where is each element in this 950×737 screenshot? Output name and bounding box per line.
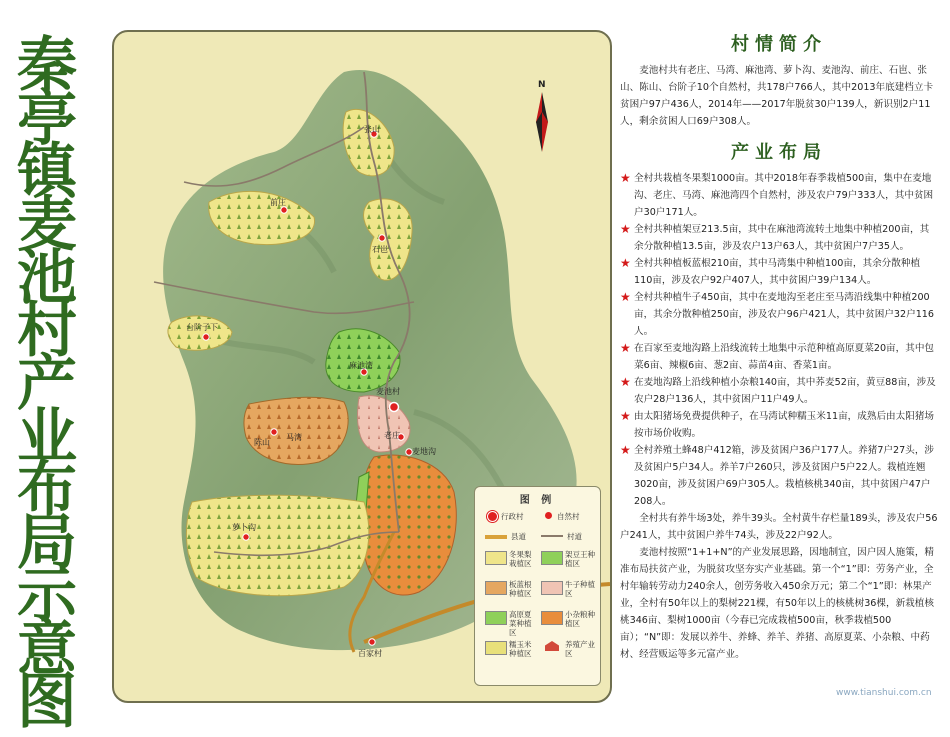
label-luobugou: 萝卜沟	[232, 523, 256, 532]
legend-admin-village: 行政村	[501, 512, 524, 521]
title-char: 布	[17, 455, 77, 525]
star-icon: ★	[620, 256, 631, 270]
legend-title: 图 例	[519, 495, 556, 506]
industry-item-text: 在麦地沟路上沿线种植小杂粮140亩，其中荞麦52亩，黄豆88亩，涉及农户28户136人，其中贫困户11户49人。	[634, 377, 936, 405]
county-road-icon	[485, 535, 507, 539]
industry-item	[620, 442, 938, 510]
banlangen-swatch	[485, 581, 507, 595]
industry-item	[620, 170, 938, 221]
label-maidigou: 麦地沟	[412, 447, 436, 456]
label-maichicun: 麦池村	[376, 387, 400, 396]
title-char: 池	[17, 243, 77, 313]
title-char: 图	[17, 667, 77, 737]
jiadou-swatch	[541, 551, 563, 565]
industry-item	[620, 374, 938, 408]
title-char: 村	[17, 296, 77, 366]
industry-item-text: 全村共种植架豆213.5亩，其中在麻池湾流转土地集中种植200亩，其余分散种植13.5亩，涉及农户13户63人，其中贫困户7户35人。	[634, 224, 930, 252]
label-chenshan: 陈山	[254, 438, 270, 447]
compass-label: N	[538, 80, 546, 90]
title-char: 局	[17, 508, 77, 578]
compass-icon	[536, 92, 548, 152]
pear-zone-swatch	[485, 551, 507, 565]
industry-list	[620, 170, 938, 510]
title-char: 麦	[17, 190, 77, 260]
legend-xiaozaliang: 小杂粮种植区	[565, 610, 595, 628]
industry-item-text: 全村共种植牛子450亩，其中在麦地沟至老庄至马湾沿线集中种植200亩，其余分散种植250亩，涉及农户96户421人，其中贫困户32户116人。	[634, 292, 935, 337]
industry-item-text: 由太阳猪场免费提供种子，在马湾试种糯玉米11亩，成熟后由太阳猪场按市场价收购。	[634, 411, 935, 439]
niuzi-swatch	[541, 581, 563, 595]
label-shiba: 石岜	[372, 245, 388, 254]
map-legend	[474, 486, 601, 686]
legend-natural-village: 自然村	[557, 512, 580, 521]
industry-item-text: 在百家至麦地沟路上沿线流转土地集中示范种植高原夏菜20亩，其中包菜6亩、辣椒6亩、葱2亩、蒜苗4亩、香菜1亩。	[634, 343, 935, 371]
farm-house-icon	[545, 641, 559, 651]
title-char: 示	[17, 561, 77, 631]
title-char: 镇	[17, 137, 77, 207]
industry-item	[620, 408, 938, 442]
natural-village-icon	[545, 512, 552, 519]
industry-item	[620, 221, 938, 255]
label-qianzhuang: 前庄	[270, 198, 286, 207]
star-icon: ★	[620, 409, 631, 423]
intro-text: 麦池村共有老庄、马湾、麻池湾、萝卜沟、麦池沟、前庄、石岜、张山、陈山、台阶子10个自然村，共178户766人，其中2013年底建档立卡贫困户97户436人，2014年——2017年脱贫30户139人，新识别2户11人，剩余贫困人口69户308人。	[620, 65, 934, 127]
gaoyuan-swatch	[485, 611, 507, 625]
star-icon: ★	[620, 341, 631, 355]
star-icon: ★	[620, 375, 631, 389]
info-panel	[620, 28, 938, 663]
page-title	[6, 31, 88, 737]
legend-banlangen: 板蓝根种植区	[509, 580, 532, 598]
industry-item	[620, 255, 938, 289]
legend-gaoyuan: 高原夏菜种植区	[509, 610, 532, 637]
legend-yangzhi: 养殖产业区	[565, 640, 595, 658]
label-mawan: 马湾	[286, 433, 302, 442]
extra-paragraph-1: 全村共有养牛场3处，养牛39头。全村黄牛存栏量189头，涉及农户56户241人，其中贫困户养牛74头，涉及22户92人。	[620, 513, 938, 541]
star-icon: ★	[620, 171, 631, 185]
label-baijiacun: 百家村	[358, 649, 382, 658]
legend-county-road: 县道	[511, 532, 526, 541]
title-char: 业	[17, 402, 77, 472]
industry-item	[620, 340, 938, 374]
industry-title: 产业布局	[731, 142, 827, 163]
village-road-icon	[541, 535, 563, 537]
label-laozhuang: 老庄	[384, 431, 400, 440]
title-char: 意	[17, 614, 77, 684]
title-char: 亭	[17, 84, 77, 154]
title-char: 产	[17, 349, 77, 419]
xiaozaliang-swatch	[541, 611, 563, 625]
watermark: www.tianshui.com.cn	[836, 688, 932, 698]
title-char: 秦	[17, 31, 77, 101]
star-icon: ★	[620, 290, 631, 304]
star-icon: ★	[620, 443, 631, 457]
industry-item	[620, 289, 938, 340]
label-machiwan: 麻池湾	[349, 361, 373, 370]
star-icon: ★	[620, 222, 631, 236]
industry-item-text: 全村养殖土蜂48户412箱，涉及贫困户36户177人。养猪7户27头，涉及贫困户5户34人。养羊7户260只，涉及贫困户5户22人。栽植连翘3020亩，涉及贫困户69户305人。栽植核桃340亩，其中贫困户47户208人。	[634, 445, 935, 507]
admin-village-marker	[390, 403, 399, 412]
legend-pear: 冬果梨栽植区	[509, 550, 532, 568]
zone-luobugou	[186, 495, 368, 595]
industry-item-text: 全村共栽植冬果梨1000亩。其中2018年春季栽植500亩，集中在麦地沟、老庄、马湾、麻池湾四个自然村，涉及农户79户333人，其中贫困户30户171人。	[634, 173, 934, 218]
legend-village-road: 村道	[567, 532, 582, 541]
intro-title: 村情简介	[731, 34, 827, 55]
nuoyumi-swatch	[485, 641, 507, 655]
label-zhangshan: 张山	[364, 125, 380, 134]
legend-niuzi: 牛子种植区	[565, 580, 595, 598]
legend-nuoyumi: 糯玉米种植区	[509, 640, 532, 658]
admin-village-icon	[487, 511, 498, 522]
industry-item-text: 全村共种植板蓝根210亩，其中马湾集中种植100亩，其余分散种植110亩，涉及农户92户407人，其中贫困户39户134人。	[634, 258, 921, 286]
label-taijiezi: 台阶子下	[186, 323, 218, 332]
legend-jiadou: 架豆王种植区	[565, 550, 595, 568]
extra-paragraph-2: 麦池村按照“1+1+N”的产业发展思路，因地制宜，因户因人施策，精准布局扶贫产业，为脱贫攻坚夯实产业基础。第一个“1”即：劳务产业，全村年输转劳动力240余人，创劳务收入450余万元；第二个“1”即：林果产业，全村有50年以上的梨树221棵，有50年以上的核桃树36棵，新栽植核桃346亩、梨树1000亩（今春已完成栽植500亩，秋季栽植500亩）；“N”即：发展以养牛、养蜂、养羊、养猪、高原夏菜、小杂粮、中药材、经营贩运等多元富产业。	[620, 547, 935, 660]
